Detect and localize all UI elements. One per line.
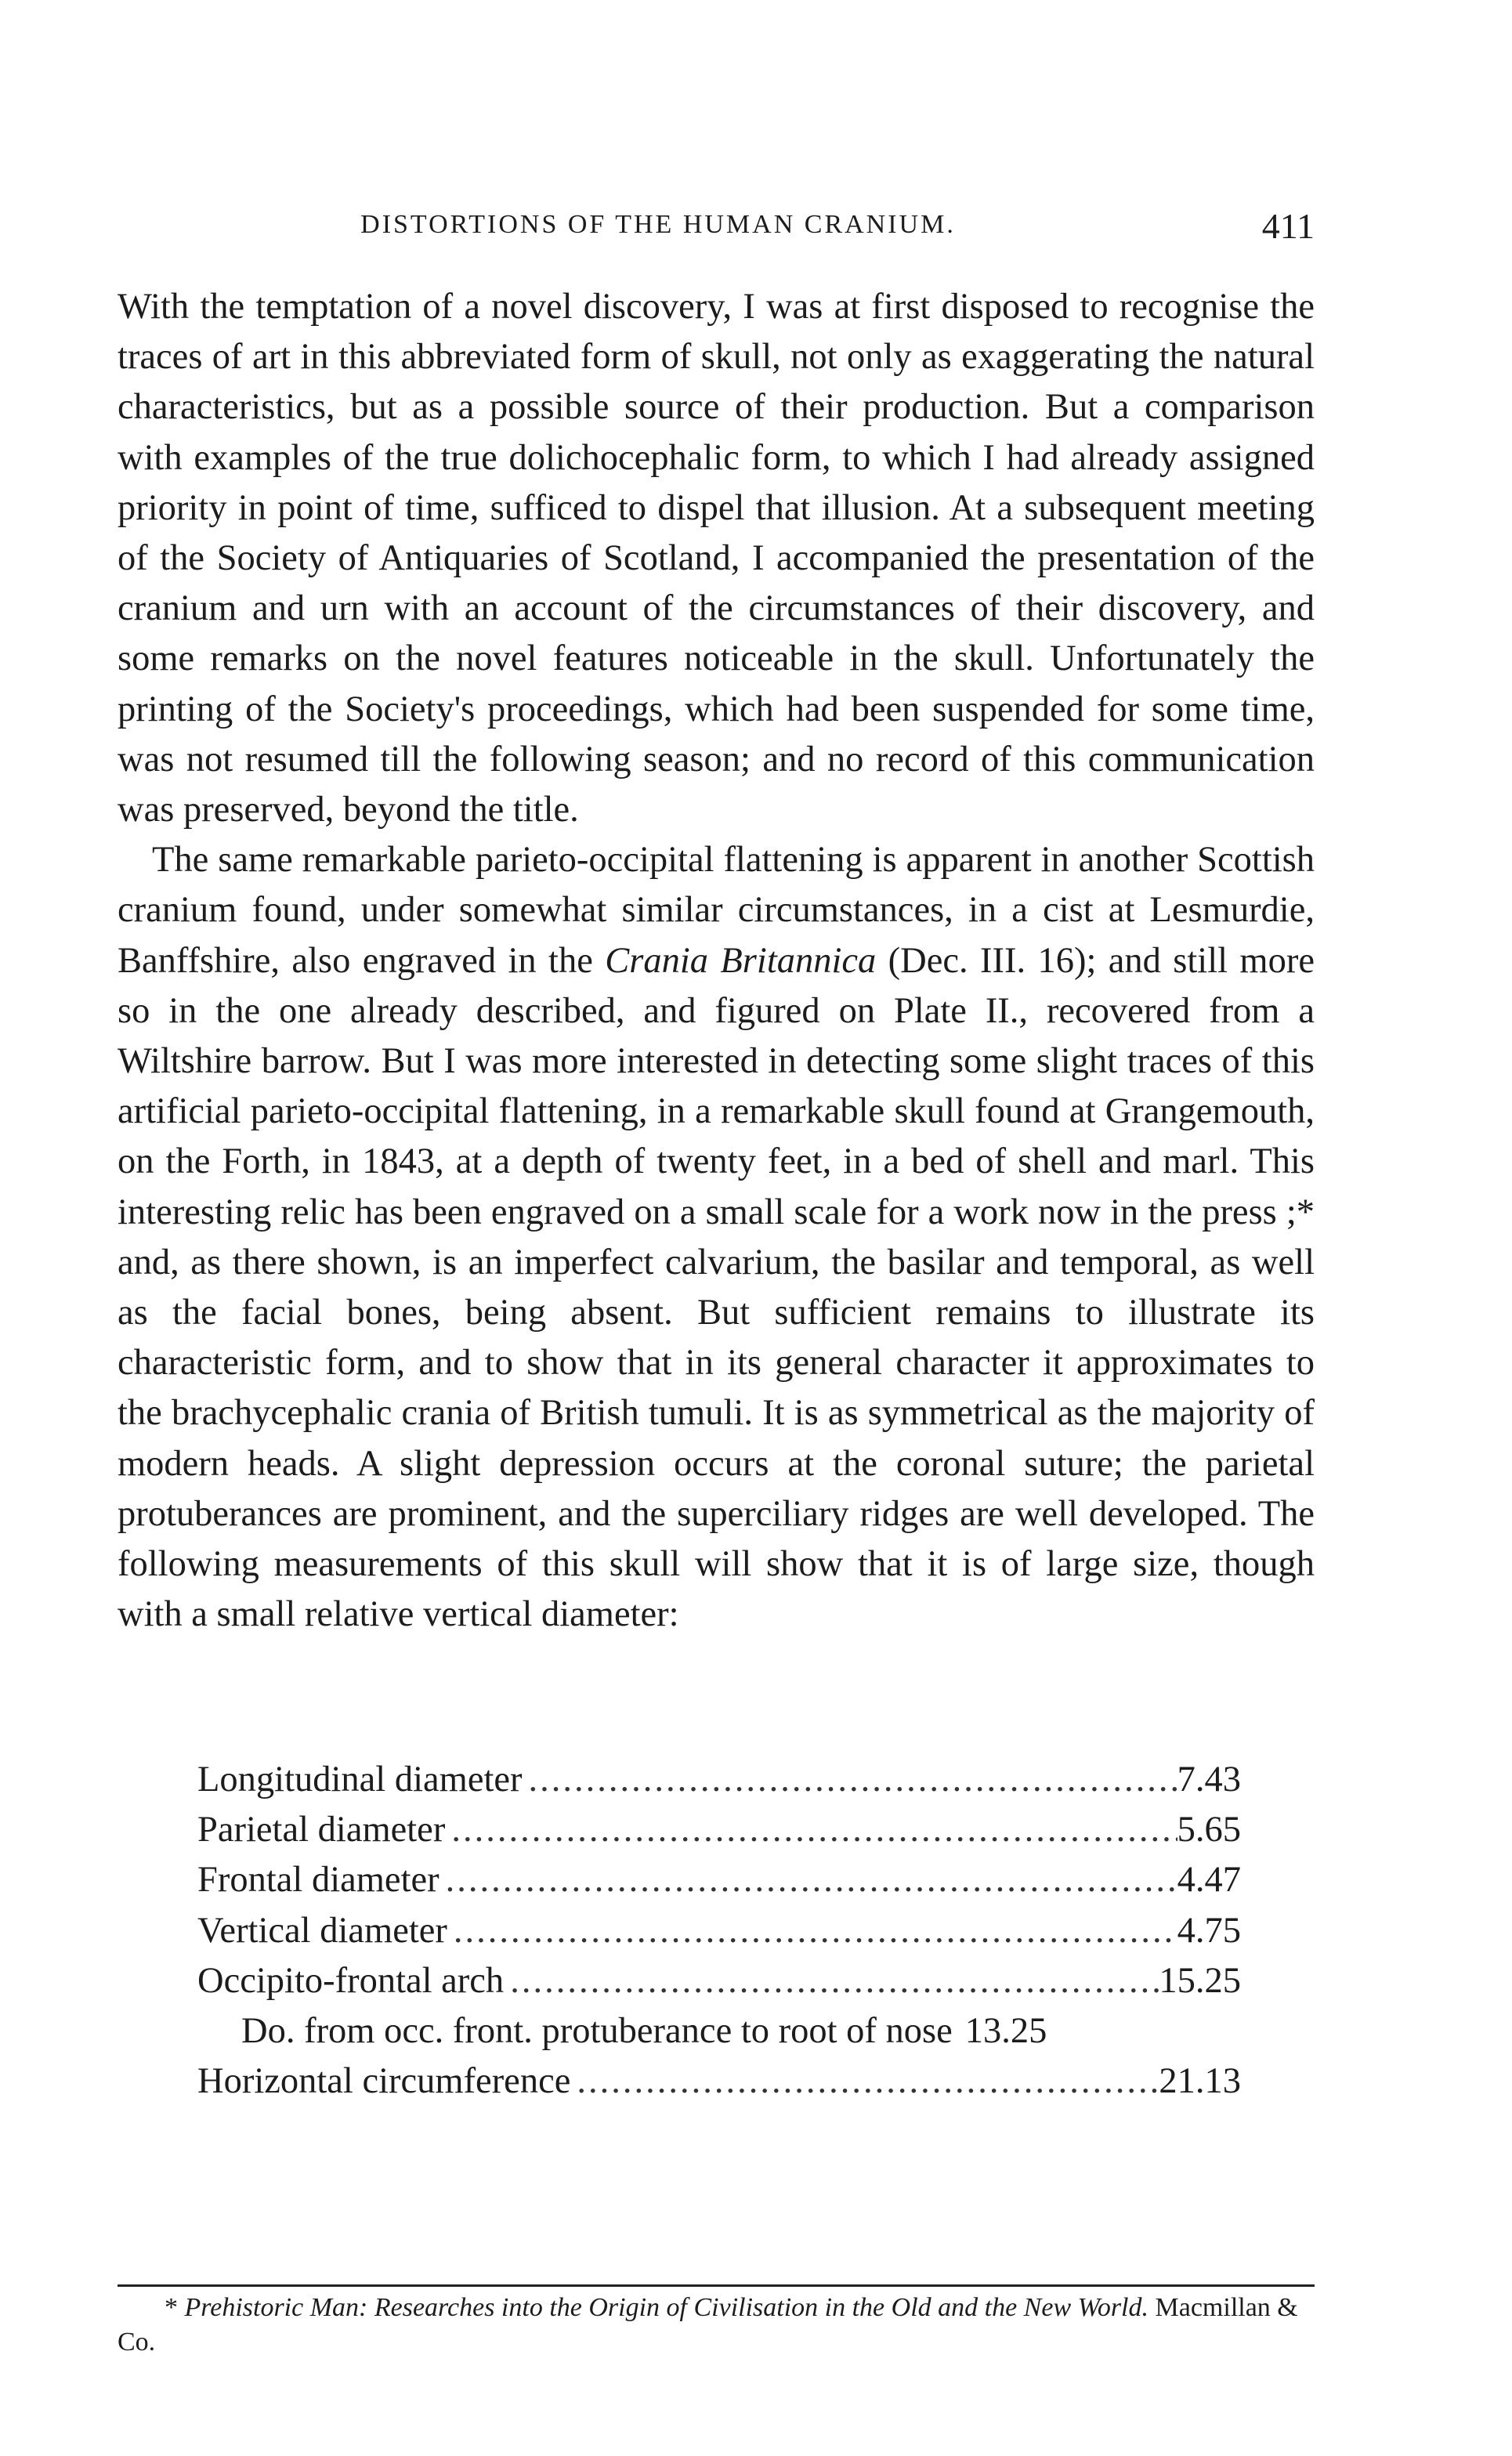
footnote-book-title: Prehistoric Man: Researches into the Origin of Civilisation in the Old and the New World. xyxy=(184,2293,1149,2322)
page-number: 411 xyxy=(1261,206,1315,246)
dot-leader xyxy=(523,1755,1177,1805)
measurement-value: 15.25 xyxy=(1159,1960,1241,2001)
paragraph-2 xyxy=(118,835,1315,1640)
measurement-row xyxy=(197,1956,1241,2006)
footnote-rule xyxy=(118,2284,1315,2287)
measurement-value: 7.43 xyxy=(1177,1760,1241,1799)
footnote-marker: * xyxy=(165,2293,185,2322)
dot-leader xyxy=(447,1906,1177,1956)
paragraph-2-end: (Dec. III. 16); and still more so in the one already described, and figured on Plate II., recovered from a Wiltshire barrow. But I was more interested in detecting some slight traces of this artificial parieto-occipital flattening, in a remarkable skull found at Grangemouth, on the Forth, in 1843, at a depth of twenty feet, in a bed of shell and marl. This interesting relic has been engraved on a small scale for a work now in the press ;* and, as there shown, is an imperfect calvarium, the basilar and temporal, as well as the facial bones, being absent. But sufficient remains to illustrate its characteristic form, and to show that in its general character it approximates to the brachycephalic crania of British tumuli. It is as symmetrical as the majority of modern heads. A slight depression occurs at the coronal suture; the parietal protuberances are prominent, and the superciliary ridges are well developed. The following measurements of this skull will show that it is of large size, though with a small relative vertical diameter: xyxy=(118,940,1315,1635)
measurement-label: Longitudinal diameter xyxy=(197,1760,523,1799)
measurements-table xyxy=(197,1755,1241,2107)
measurement-value: 21.13 xyxy=(1159,2061,1241,2102)
paragraph-2-start: The same remarkable parieto-occipital flattening is apparent in another Scottish cranium found, under somewhat similar circumstances, in a cist at Lesmurdie, Banffshire, also engraved in the xyxy=(118,840,1315,981)
measurement-row xyxy=(197,2006,1241,2056)
measurement-label: Frontal diameter xyxy=(197,1860,439,1901)
running-title: DISTORTIONS OF THE HUMAN CRANIUM. xyxy=(360,210,956,239)
measurement-row xyxy=(197,1755,1241,1805)
measurement-label: Horizontal circumference xyxy=(197,2061,571,2102)
measurement-value: 4.75 xyxy=(1177,1910,1241,1951)
footnote xyxy=(118,2291,1315,2360)
dot-leader xyxy=(504,1956,1159,2006)
measurement-row xyxy=(197,1805,1241,1855)
book-title-crania-britannica: Crania Britannica xyxy=(605,940,877,981)
measurement-row xyxy=(197,1855,1241,1905)
page-header xyxy=(118,205,1315,252)
measurement-label: Parietal diameter xyxy=(197,1810,446,1850)
dot-leader xyxy=(439,1855,1177,1905)
dot-leader xyxy=(445,1805,1177,1855)
footnote-publisher: Macmillan & Co. xyxy=(118,2293,1298,2357)
dot-leader xyxy=(570,2056,1159,2107)
measurement-value: 5.65 xyxy=(1177,1810,1241,1850)
measurement-value: 13.25 xyxy=(964,2010,1047,2051)
measurement-label: Do. from occ. front. protuberance to root of nose xyxy=(241,2010,953,2051)
measurement-row xyxy=(197,2056,1241,2107)
measurement-value: 4.47 xyxy=(1177,1860,1241,1901)
measurement-row xyxy=(197,1906,1241,1956)
body-text xyxy=(118,282,1315,1640)
measurement-label: Occipito-frontal arch xyxy=(197,1960,505,2001)
measurement-label: Vertical diameter xyxy=(197,1910,447,1951)
paragraph-1: With the temptation of a novel discovery, I was at first disposed to recognise the traces of art in this abbreviated form of skull, not only as exaggerating the natural characteristics, but as a possible source of their production. But a comparison with examples of the true dolichocephalic form, to which I had already assigned priority in point of time, sufficed to dispel that illusion. At a subsequent meeting of the Society of Antiquaries of Scotland, I accompanied the presentation of the cranium and urn with an account of the circumstances of their discovery, and some remarks on the novel features noticeable in the skull. Unfortunately the printing of the Society's proceedings, which had been suspended for some time, was not resumed till the following season; and no record of this communication was preserved, beyond the title. xyxy=(118,287,1315,830)
